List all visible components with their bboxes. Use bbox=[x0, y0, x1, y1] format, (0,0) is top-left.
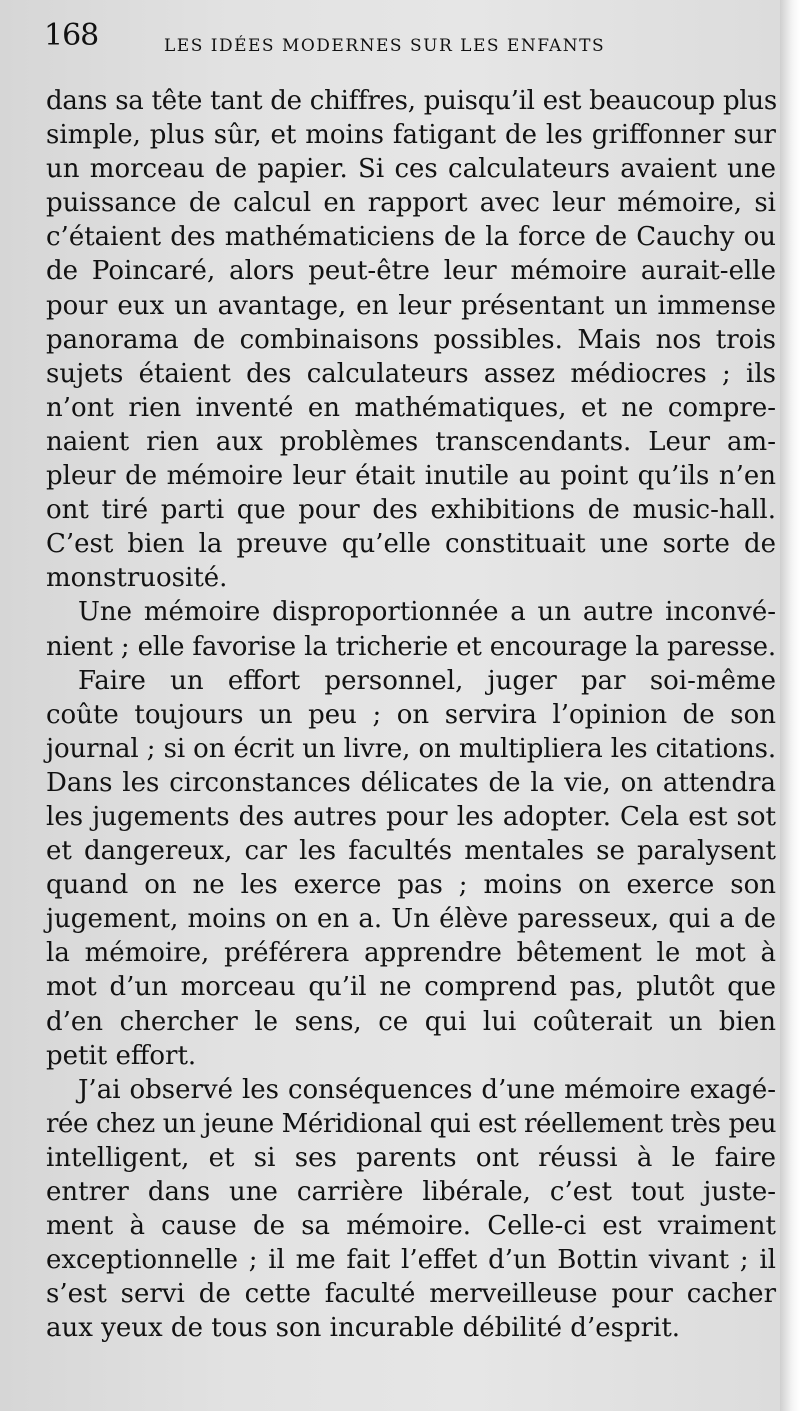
text-line: jugement, moins on en a. Un élève paresseux, qui a de bbox=[46, 904, 776, 935]
text-line: de Poincaré, alors peut-être leur mémoire aurait-elle bbox=[46, 256, 776, 287]
text-line: ont tiré parti que pour des exhibitions de music-hall. bbox=[46, 495, 776, 526]
text-line: petit effort. bbox=[46, 1040, 197, 1071]
text-line: d’en chercher le sens, ce qui lui coûterait un bien bbox=[46, 1006, 776, 1037]
text-line: un morceau de papier. Si ces calculateurs avaient une bbox=[46, 154, 776, 185]
text-line: sujets étaient des calculateurs assez médiocres ; ils bbox=[46, 358, 776, 389]
text-line: panorama de combinaisons possibles. Mais nos trois bbox=[46, 324, 776, 355]
text-line: dans sa tête tant de chiffres, puisqu’il est beaucoup plus bbox=[46, 86, 777, 116]
text-line: Faire un effort personnel, juger par soi-même bbox=[78, 665, 776, 696]
page-edge bbox=[780, 0, 800, 1411]
body-text bbox=[46, 84, 776, 1345]
text-line: simple, plus sûr, et moins fatigant de les griffonner sur bbox=[46, 120, 776, 151]
text-line: monstruosité. bbox=[46, 563, 228, 594]
text-line: les jugements des autres pour les adopter. Cela est sot bbox=[46, 801, 776, 832]
page-header bbox=[44, 18, 764, 58]
text-line: Une mémoire disproportionnée a un autre inconvé- bbox=[78, 597, 776, 628]
text-line: intelligent, et si ses parents ont réussi à le faire bbox=[46, 1142, 776, 1173]
text-line: c’étaient des mathématiciens de la force de Cauchy ou bbox=[46, 222, 776, 253]
page-number: 168 bbox=[44, 18, 99, 53]
text-line: J’ai observé les conséquences d’une mémoire exagé- bbox=[78, 1074, 776, 1105]
text-line: et dangereux, car les facultés mentales se paralysent bbox=[46, 836, 776, 867]
text-line: mot d’un morceau qu’il ne comprend pas, plutôt que bbox=[46, 972, 776, 1003]
text-line: ment à cause de sa mémoire. Celle-ci est vraiment bbox=[46, 1211, 776, 1242]
text-line: nient ; elle favorise la tricherie et encourage la paresse. bbox=[46, 631, 776, 662]
text-line: la mémoire, préférera apprendre bêtement le mot à bbox=[46, 938, 776, 969]
text-line: puissance de calcul en rapport avec leur mémoire, si bbox=[46, 188, 776, 219]
text-line: entrer dans une carrière libérale, c’est tout juste- bbox=[46, 1177, 776, 1207]
text-line: pour eux un avantage, en leur présentant un immense bbox=[46, 290, 776, 321]
text-line: C’est bien la preuve qu’elle constituait une sorte de bbox=[46, 529, 776, 560]
text-line: quand on ne les exerce pas ; moins on exerce son bbox=[46, 870, 776, 901]
running-title: LES IDÉES MODERNES SUR LES ENFANTS bbox=[164, 36, 606, 56]
text-line: Dans les circonstances délicates de la vie, on attendra bbox=[46, 767, 776, 798]
text-line: coûte toujours un peu ; on servira l’opinion de son bbox=[46, 699, 776, 730]
text-line: naient rien aux problèmes transcendants. Leur am- bbox=[46, 426, 776, 457]
text-line: pleur de mémoire leur était inutile au point qu’ils n’en bbox=[46, 461, 776, 492]
text-line: exceptionnelle ; il me fait l’effet d’un Bottin vivant ; il bbox=[46, 1245, 776, 1276]
text-line: n’ont rien inventé en mathématiques, et ne compre- bbox=[46, 392, 776, 423]
text-line: rée chez un jeune Méridional qui est réellement très peu bbox=[46, 1108, 777, 1139]
text-line: s’est servi de cette faculté merveilleuse pour cacher bbox=[46, 1279, 776, 1310]
text-line: aux yeux de tous son incurable débilité d’esprit. bbox=[46, 1313, 681, 1344]
text-line: journal ; si on écrit un livre, on multipliera les citations. bbox=[46, 733, 776, 764]
